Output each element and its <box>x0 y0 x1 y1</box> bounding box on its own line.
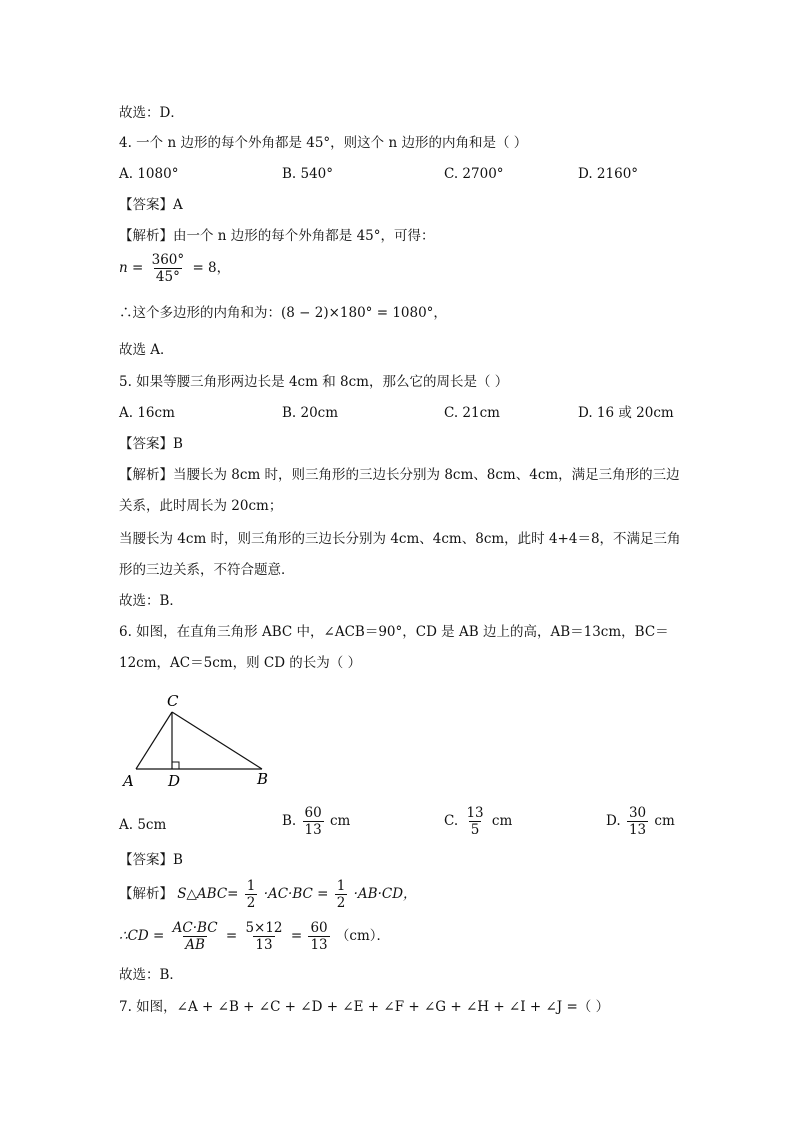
q3-conclusion: 故选：D． <box>119 105 184 121</box>
q6-fraction-1 <box>171 920 220 953</box>
q6-option-a: A. 5cm <box>119 817 167 833</box>
vertex-b-label: B <box>257 770 269 788</box>
q5-analysis-1: 【解析】当腰长为 8cm 时，则三角形的三边长分别为 8cm、8cm、4cm，满足三角形的三边 <box>119 467 680 483</box>
q5-analysis-2: 关系，此时周长为 20cm； <box>119 498 283 514</box>
q5-analysis-4: 形的三边关系，不符合题意． <box>119 562 295 578</box>
q6-option-b-unit: cm <box>330 813 351 829</box>
q5-option-a: A. 16cm <box>119 405 175 421</box>
q6-f1-num: AC·BC <box>172 920 218 936</box>
q5-analysis-3: 当腰长为 4cm 时，则三角形的三边长分别为 4cm、4cm、8cm，此时 4+4＝8，不满足三角 <box>119 531 681 547</box>
q6-option-c <box>444 805 512 838</box>
q6-option-c-den: 5 <box>470 822 480 838</box>
q5-conclusion: 故选：B． <box>119 593 183 609</box>
q6-f3-den: 13 <box>310 937 328 953</box>
q4-formula-fraction <box>150 252 187 285</box>
q6-option-c-unit: cm <box>491 813 513 829</box>
q4-analysis: 【解析】由一个 n 边形的每个外角都是 45°，可得： <box>119 228 435 244</box>
q5-option-b: B. 20cm <box>282 405 339 421</box>
q6-cd-formula <box>119 920 390 953</box>
q6-f2-num: 5×12 <box>245 920 283 936</box>
q6-f3-num: 60 <box>310 920 328 936</box>
q6-answer: 【答案】B <box>119 852 183 868</box>
q6-option-b-den: 13 <box>304 822 322 838</box>
q6-option-b <box>282 805 350 838</box>
side-bc <box>172 712 262 769</box>
q6-half-den-1: 2 <box>246 895 256 911</box>
q6-analysis-prefix: 【解析】 <box>119 886 173 902</box>
q5-option-d: D. 16 或 20cm <box>578 405 674 421</box>
q6-fraction-3 <box>308 920 329 953</box>
q6-f1-den: AB <box>185 937 205 953</box>
q6-half-fraction-1 <box>245 878 258 911</box>
q4-formula <box>119 252 230 285</box>
q6-half-den-2: 2 <box>336 895 346 911</box>
q6-stem-1: 6. 如图，在直角三角形 ABC 中，∠ACB＝90°，CD 是 AB 边上的高，AB＝13cm，BC＝ <box>119 624 669 640</box>
q6-option-d-den: 13 <box>628 822 647 838</box>
q6-option-d <box>606 805 675 838</box>
q6-equals-1: = <box>225 928 238 944</box>
q6-option-b-num: 60 <box>304 805 322 821</box>
q6-stem-2: 12cm，AC＝5cm，则 CD 的长为（ ） <box>119 655 362 671</box>
q6-option-c-num: 13 <box>466 805 484 821</box>
q4-option-c: C. 2700° <box>444 166 504 182</box>
q6-f2-den: 13 <box>255 937 273 953</box>
q4-conclusion: 故选 A． <box>119 342 174 358</box>
q5-option-c: C. 21cm <box>444 405 500 421</box>
q6-therefore: ∴CD = <box>119 928 165 944</box>
q4-formula-rhs: = 8， <box>192 260 231 276</box>
q4-answer: 【答案】A <box>119 197 183 213</box>
q6-option-b-fraction <box>303 805 324 838</box>
q6-option-d-unit: cm <box>654 813 675 829</box>
q4-stem: 4. 一个 n 边形的每个外角都是 45°，则这个 n 边形的内角和是（ ） <box>119 135 528 151</box>
triangle-figure <box>115 688 285 792</box>
q6-half-num-1: 1 <box>246 878 256 894</box>
q6-option-d-fraction <box>627 805 648 838</box>
q6-option-d-label: D. <box>606 813 621 829</box>
q4-options <box>119 164 679 184</box>
q6-options <box>119 805 679 851</box>
vertex-a-label: A <box>123 772 134 790</box>
q4-formula-lhs: n = <box>119 260 144 276</box>
q6-option-c-label: C. <box>444 813 459 829</box>
q6-fraction-2 <box>243 920 284 953</box>
q5-answer: 【答案】B <box>119 436 183 452</box>
q6-area: S△ABC= <box>177 886 239 902</box>
point-d-label: D <box>168 772 181 790</box>
q6-unit: （cm）． <box>335 928 391 944</box>
q6-conclusion: 故选：B． <box>119 967 183 983</box>
q5-options <box>119 403 679 423</box>
q7-stem: 7. 如图，∠A + ∠B + ∠C + ∠D + ∠E + ∠F + ∠G + ∠H + ∠I + ∠J =（ ） <box>119 999 610 1015</box>
q6-analysis-area <box>119 878 417 911</box>
q6-equals-2: = <box>290 928 303 944</box>
q6-option-b-label: B. <box>282 813 297 829</box>
right-angle-mark <box>172 762 179 769</box>
q6-half-fraction-2 <box>335 878 348 911</box>
q4-option-a: A. 1080° <box>119 166 179 182</box>
q5-stem: 5. 如果等腰三角形两边长是 4cm 和 8cm，那么它的周长是（ ） <box>119 374 509 390</box>
q4-formula-num: 360° <box>151 252 185 268</box>
q6-half-num-2: 1 <box>336 878 346 894</box>
q4-option-b: B. 540° <box>282 166 334 182</box>
vertex-c-label: C <box>167 692 179 710</box>
q6-ac-bc: ·AC·BC = <box>263 886 329 902</box>
q6-option-c-fraction <box>464 805 485 838</box>
q4-option-d: D. 2160° <box>578 166 639 182</box>
q6-option-d-num: 30 <box>628 805 647 821</box>
q4-formula-den: 45° <box>155 269 180 285</box>
q4-step2: ∴这个多边形的内角和为：(8 − 2)×180° = 1080°， <box>119 305 447 321</box>
q6-ab-cd: ·AB·CD， <box>353 886 417 902</box>
side-ac <box>136 712 172 769</box>
